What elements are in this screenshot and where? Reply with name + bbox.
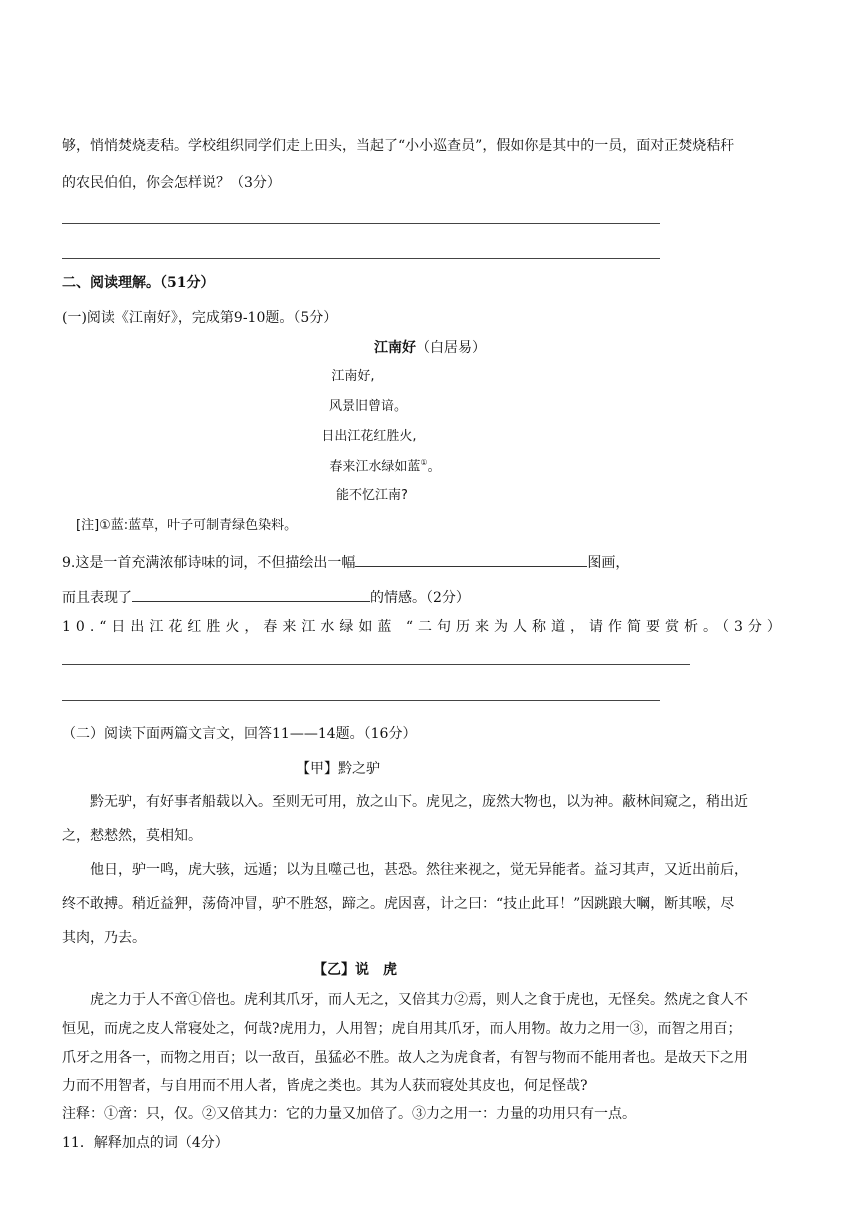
passage-line: 其肉，乃去。: [62, 930, 146, 946]
part-intro: （二）阅读下面两篇文言文，回答11——14题。（16分）: [62, 726, 417, 742]
question-9-cont: 而且表现了 的情感。（2分）: [62, 587, 470, 605]
poem-line: 日出江花红胜火,: [321, 429, 417, 444]
question-11: 11．解释加点的词（4分）: [62, 1135, 229, 1151]
answer-line[interactable]: [62, 258, 660, 259]
question-10: 10.“日出江花红胜火，春来江水绿如蓝 “二句历来为人称道，请作简要赏析。（3分）: [62, 619, 786, 635]
passage-line: 之，慭慭然，莫相知。: [62, 828, 202, 844]
answer-line[interactable]: [62, 664, 690, 665]
answer-line[interactable]: [62, 700, 660, 701]
answer-line[interactable]: [62, 223, 660, 224]
poem-author: （白居易）: [416, 340, 486, 356]
passage-line: 爪牙之用各一，而物之用百；以一敌百，虽猛必不胜。故人之为虎食者，有智与物而不能用者也。是故天下之用: [62, 1050, 748, 1066]
footnote-mark: ①: [420, 458, 428, 467]
passage-notes: 注释：①啻：只，仅。②又倍其力：它的力量又加倍了。③力之用一：力量的功用只有一点。: [62, 1106, 636, 1122]
passage-line: 恒见，而虎之皮人常寝处之，何哉?虎用力，人用智；虎自用其爪牙，而人用物。故力之用一③，而智之用百；: [62, 1021, 742, 1037]
poem-line: 能不忆江南?: [336, 488, 408, 503]
poem-line-4: 春来江水绿如蓝①。: [329, 458, 441, 475]
passage-line: 力而不用智者，与自用而不用人者，皆虎之类也。其为人获而寝处其皮也，何足怪哉?: [62, 1078, 588, 1094]
poem-heading: [374, 341, 486, 355]
passage-line: 他日，驴一鸣，虎大骇，远遁；以为且噬己也，甚恐。然往来视之，觉无异能者。益习其声，又近出前后，: [90, 862, 748, 878]
passage-line: 黔无驴，有好事者船载以入。至则无可用，放之山下。虎见之，庞然大物也，以为神。蔽林间窥之，稍出近: [90, 794, 748, 810]
poem-title: 江南好: [374, 340, 416, 356]
poem-note: [注]①蓝:蓝草，叶子可制青绿色染料。: [76, 518, 298, 533]
section-title: 二、阅读理解。（51分）: [62, 275, 215, 291]
passage-title-jia: 【甲】黔之驴: [296, 761, 380, 777]
poem-line: 江南好,: [331, 369, 375, 384]
question-9: 9.这是一首充满浓郁诗味的词，不但描绘出一幅 图画，: [62, 552, 629, 570]
passage-line: 虎之力于人不啻①倍也。虎利其爪牙，而人无之，又倍其力②焉，则人之食于虎也，无怪矣。然虎之食人不: [90, 992, 748, 1008]
poem-line: 风景旧曾谙。: [328, 399, 408, 414]
passage-line: 终不敢搏。稍近益狎，荡倚冲冒，驴不胜怒，蹄之。虎因喜，计之曰：“技止此耳！”因跳踉大㘎，断其喉，尽: [62, 896, 735, 912]
part-intro: (一)阅读《江南好》，完成第9-10题。（5分）: [62, 310, 338, 326]
paragraph-line: 够，悄悄焚烧麦秸。学校组织同学们走上田头，当起了“小小巡查员”，假如你是其中的一员，面对正焚烧秸秆: [62, 138, 735, 154]
fill-blank[interactable]: [132, 587, 370, 602]
fill-blank[interactable]: [355, 552, 587, 567]
paragraph-line: 的农民伯伯，你会怎样说？（3分）: [62, 175, 281, 191]
passage-title-yi: 【乙】说 虎: [313, 962, 397, 978]
